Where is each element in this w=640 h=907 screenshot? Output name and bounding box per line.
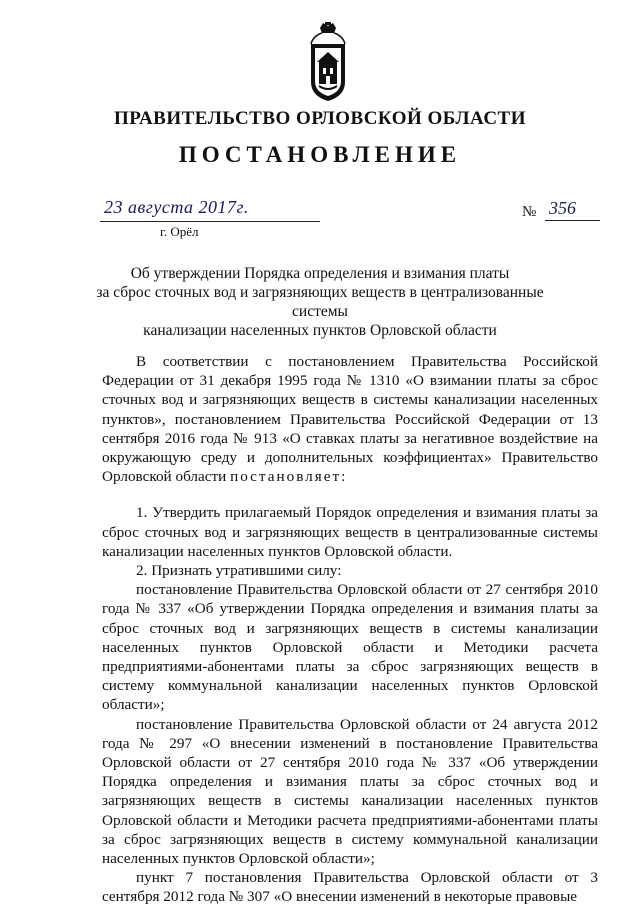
document-body: [102, 352, 598, 907]
preamble-paragraph: [102, 352, 598, 486]
number-handwritten: 356: [549, 198, 576, 218]
subject-line: за сброс сточных вод и загрязняющих веществ в централизованные системы: [96, 284, 544, 320]
document-type: ПОСТАНОВЛЕНИЕ: [178, 142, 462, 167]
document-subject: [80, 264, 560, 340]
subject-line: канализации населенных пунктов Орловской области: [143, 322, 497, 339]
item-1-paragraph: 1. Утвердить прилагаемый Порядок определения и взимания платы за сброс сточных вод и загрязняющих веществ в централизованные системы канализации населенных пунктов Орловской области.: [102, 504, 598, 560]
city: г. Орёл: [160, 224, 199, 239]
coat-of-arms-emblem: [303, 22, 353, 102]
repeal-paragraph-3: пункт 7 постановления Правительства Орловской области от 3 сентября 2012 года № 307 «О внесении изменений в некоторые правовые: [102, 869, 598, 906]
subject-line: Об утверждении Порядка определения и взимания платы: [130, 265, 510, 282]
repeal-paragraph-1: постановление Правительства Орловской области от 27 сентября 2010 года № 337 «Об утверждении Порядка определения и взимания платы за сброс сточных вод и загрязняющих веществ в системы канализации населенных пунктов Орловской области и Методики расчета предприятиями-абонентами платы за сброс загрязняющих веществ в систему коммунальной канализации населенных пунктов Орловской области»;: [102, 581, 598, 714]
preamble-text: В соответствии с постановлением Правительства Российской Федерации от 31 декабря 1995 года № 1310 «О взимании платы за сброс сточных вод и загрязняющих веществ в системы канализации населенных пунктов», постановлением Правительства Российской Федерации от 13 сентября 2016 года № 913 «О ставках платы за негативное воздействие на окружающую среду и дополнительных коэффициентах» Правительство Орловской области: [102, 353, 598, 486]
item-2-paragraph: 2. Признать утратившими силу:: [136, 562, 342, 580]
resolves-word: постановляет:: [230, 468, 348, 486]
number-sign: №: [522, 204, 537, 220]
government-title: ПРАВИТЕЛЬСТВО ОРЛОВСКОЙ ОБЛАСТИ: [113, 108, 526, 129]
repeal-paragraph-2: постановление Правительства Орловской области от 24 августа 2012 года № 297 «О внесении изменений в постановление Правительства Орловской области от 27 сентября 2010 года № 337 «Об утверждении Порядка определения и взимания платы за сброс сточных вод и загрязняющих веществ в системы канализации населенных пунктов Орловской области и Методики расчета предприятиями-абонентами платы за сброс загрязняющих веществ в систему коммунальной канализации населенных пунктов Орловской области»;: [102, 715, 598, 868]
date-handwritten: 23 августа 2017г.: [104, 197, 249, 217]
